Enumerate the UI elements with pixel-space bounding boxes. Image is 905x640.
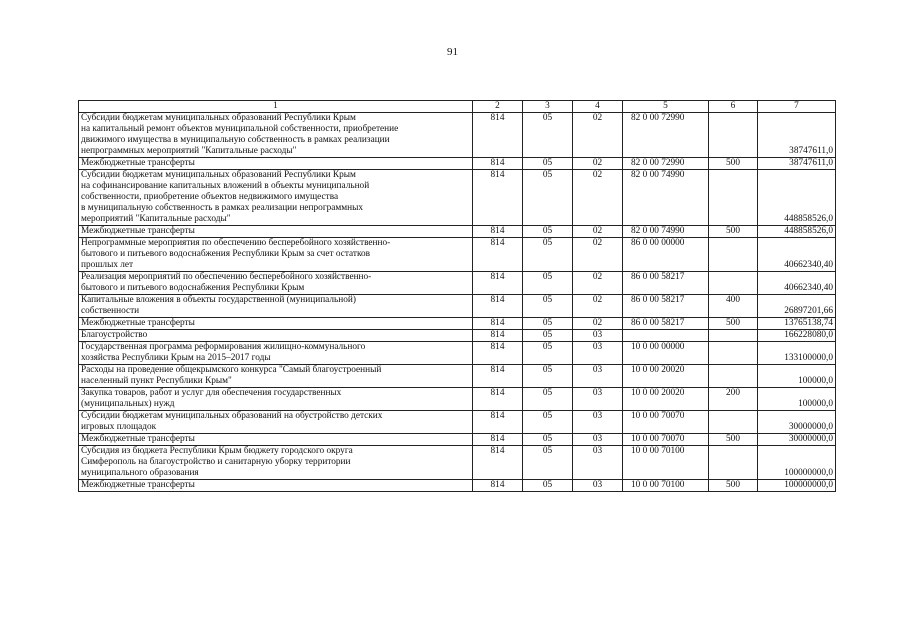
table-row [79, 170, 836, 226]
cell-pr: 03 [573, 411, 623, 434]
cell-vr: 500 [709, 158, 758, 170]
cell-vr [709, 446, 758, 480]
cell-sum: 40662340,40 [758, 272, 836, 295]
cell-pr: 03 [573, 330, 623, 342]
cell-rz: 05 [523, 170, 573, 226]
cell-rz: 05 [523, 318, 573, 330]
cell-vr [709, 113, 758, 158]
column-header-sum: 7 [758, 101, 836, 113]
table-row [79, 238, 836, 272]
cell-name: Закупка товаров, работ и услуг для обеспечения государственных (муниципальных) нужд [79, 388, 473, 411]
table-row [79, 434, 836, 446]
cell-vr: 200 [709, 388, 758, 411]
cell-sum: 448858526,0 [758, 226, 836, 238]
cell-name: Межбюджетные трансферты [79, 158, 473, 170]
cell-rz: 05 [523, 411, 573, 434]
cell-ved: 814 [473, 170, 523, 226]
table-row [79, 365, 836, 388]
column-header-ved: 2 [473, 101, 523, 113]
cell-sum: 100000,0 [758, 365, 836, 388]
cell-vr: 500 [709, 318, 758, 330]
cell-ved: 814 [473, 295, 523, 318]
table-row [79, 113, 836, 158]
cell-sum: 30000000,0 [758, 411, 836, 434]
cell-sum: 26897201,66 [758, 295, 836, 318]
cell-rz: 05 [523, 480, 573, 492]
cell-ved: 814 [473, 434, 523, 446]
column-header-name: 1 [79, 101, 473, 113]
cell-sum: 448858526,0 [758, 170, 836, 226]
cell-vr [709, 272, 758, 295]
cell-vr: 400 [709, 295, 758, 318]
cell-pr: 02 [573, 158, 623, 170]
table-row [79, 272, 836, 295]
table-row [79, 330, 836, 342]
column-header-pr: 4 [573, 101, 623, 113]
cell-cs: 82 0 00 74990 [623, 170, 709, 226]
cell-sum: 133100000,0 [758, 342, 836, 365]
table-row [79, 388, 836, 411]
table-header-row [79, 101, 836, 113]
cell-vr: 500 [709, 480, 758, 492]
cell-pr: 03 [573, 446, 623, 480]
table-row [79, 295, 836, 318]
cell-ved: 814 [473, 446, 523, 480]
cell-pr: 02 [573, 272, 623, 295]
cell-pr: 03 [573, 388, 623, 411]
cell-sum: 100000000,0 [758, 480, 836, 492]
cell-vr: 500 [709, 226, 758, 238]
cell-rz: 05 [523, 434, 573, 446]
cell-vr [709, 238, 758, 272]
cell-cs: 10 0 00 70100 [623, 446, 709, 480]
cell-name: Капитальные вложения в объекты государственной (муниципальной) собственности [79, 295, 473, 318]
cell-rz: 05 [523, 295, 573, 318]
cell-rz: 05 [523, 365, 573, 388]
cell-rz: 05 [523, 272, 573, 295]
cell-name: Межбюджетные трансферты [79, 226, 473, 238]
cell-cs: 86 0 00 00000 [623, 238, 709, 272]
table-body [79, 113, 836, 492]
page-number: 91 [447, 46, 458, 58]
column-header-rz: 3 [523, 101, 573, 113]
cell-pr: 02 [573, 170, 623, 226]
cell-pr: 03 [573, 365, 623, 388]
cell-name: Межбюджетные трансферты [79, 434, 473, 446]
cell-pr: 02 [573, 238, 623, 272]
cell-ved: 814 [473, 158, 523, 170]
cell-name: Реализация мероприятий по обеспечению бесперебойного хозяйственно- бытового и питьевого водоснабжения Республики Крым [79, 272, 473, 295]
cell-name: Благоустройство [79, 330, 473, 342]
cell-name: Субсидии бюджетам муниципальных образований Республики Крым на софинансирование капитальных вложений в объекты муниципальной собственности, приобретение объектов недвижимого имущества в муниципальную собственность в рамках реализации непрограммных мероприятий "Капитальные расходы" [79, 170, 473, 226]
cell-ved: 814 [473, 318, 523, 330]
cell-ved: 814 [473, 330, 523, 342]
cell-pr: 02 [573, 318, 623, 330]
cell-name: Расходы на проведение общекрымского конкурса "Самый благоустроенный населенный пункт Республики Крым" [79, 365, 473, 388]
cell-name: Субсидии бюджетам муниципальных образований на обустройство детских игровых площадок [79, 411, 473, 434]
cell-ved: 814 [473, 480, 523, 492]
cell-ved: 814 [473, 342, 523, 365]
cell-vr: 500 [709, 434, 758, 446]
cell-pr: 02 [573, 226, 623, 238]
cell-ved: 814 [473, 226, 523, 238]
cell-cs: 86 0 00 58217 [623, 272, 709, 295]
cell-cs: 10 0 00 00000 [623, 342, 709, 365]
cell-ved: 814 [473, 365, 523, 388]
cell-cs: 10 0 00 70070 [623, 434, 709, 446]
cell-cs: 82 0 00 72990 [623, 113, 709, 158]
cell-pr: 03 [573, 342, 623, 365]
table-row [79, 411, 836, 434]
cell-sum: 166228080,0 [758, 330, 836, 342]
cell-pr: 03 [573, 434, 623, 446]
cell-cs [623, 330, 709, 342]
cell-cs: 10 0 00 20020 [623, 365, 709, 388]
cell-sum: 13765138,74 [758, 318, 836, 330]
cell-name: Субсидии бюджетам муниципальных образований Республики Крым на капитальный ремонт объектов муниципальной собственности, приобретение движимого имущества в муниципальную собственность в рамках реализации непрограммных мероприятий "Капитальные расходы" [79, 113, 473, 158]
cell-sum: 38747611,0 [758, 158, 836, 170]
cell-sum: 40662340,40 [758, 238, 836, 272]
cell-name: Государственная программа реформирования жилищно-коммунального хозяйства Республики Крым на 2015–2017 годы [79, 342, 473, 365]
table-row [79, 318, 836, 330]
column-header-cs: 5 [623, 101, 709, 113]
cell-cs: 82 0 00 72990 [623, 158, 709, 170]
table-row [79, 446, 836, 480]
table-row [79, 480, 836, 492]
cell-vr [709, 365, 758, 388]
cell-ved: 814 [473, 272, 523, 295]
cell-rz: 05 [523, 158, 573, 170]
cell-cs: 82 0 00 74990 [623, 226, 709, 238]
cell-pr: 02 [573, 295, 623, 318]
cell-sum: 38747611,0 [758, 113, 836, 158]
cell-cs: 10 0 00 70070 [623, 411, 709, 434]
cell-name: Межбюджетные трансферты [79, 318, 473, 330]
cell-rz: 05 [523, 226, 573, 238]
cell-rz: 05 [523, 113, 573, 158]
cell-sum: 30000000,0 [758, 434, 836, 446]
cell-ved: 814 [473, 411, 523, 434]
table-row [79, 158, 836, 170]
cell-vr [709, 170, 758, 226]
cell-cs: 86 0 00 58217 [623, 295, 709, 318]
cell-name: Субсидия из бюджета Республики Крым бюджету городского округа Симферополь на благоустройство и санитарную уборку территории муниципального образования [79, 446, 473, 480]
cell-vr [709, 411, 758, 434]
cell-rz: 05 [523, 330, 573, 342]
cell-rz: 05 [523, 388, 573, 411]
cell-rz: 05 [523, 446, 573, 480]
cell-ved: 814 [473, 113, 523, 158]
table-row [79, 226, 836, 238]
column-header-vr: 6 [709, 101, 758, 113]
cell-rz: 05 [523, 238, 573, 272]
cell-sum: 100000,0 [758, 388, 836, 411]
budget-table [78, 100, 836, 492]
cell-name: Межбюджетные трансферты [79, 480, 473, 492]
cell-vr [709, 330, 758, 342]
table-row [79, 342, 836, 365]
cell-sum: 100000000,0 [758, 446, 836, 480]
cell-vr [709, 342, 758, 365]
cell-cs: 86 0 00 58217 [623, 318, 709, 330]
cell-rz: 05 [523, 342, 573, 365]
cell-pr: 02 [573, 113, 623, 158]
cell-ved: 814 [473, 238, 523, 272]
cell-cs: 10 0 00 20020 [623, 388, 709, 411]
cell-name: Непрограммные мероприятия по обеспечению бесперебойного хозяйственно- бытового и питьевого водоснабжения Республики Крым за счет остатков прошлых лет [79, 238, 473, 272]
cell-pr: 03 [573, 480, 623, 492]
cell-ved: 814 [473, 388, 523, 411]
cell-cs: 10 0 00 70100 [623, 480, 709, 492]
